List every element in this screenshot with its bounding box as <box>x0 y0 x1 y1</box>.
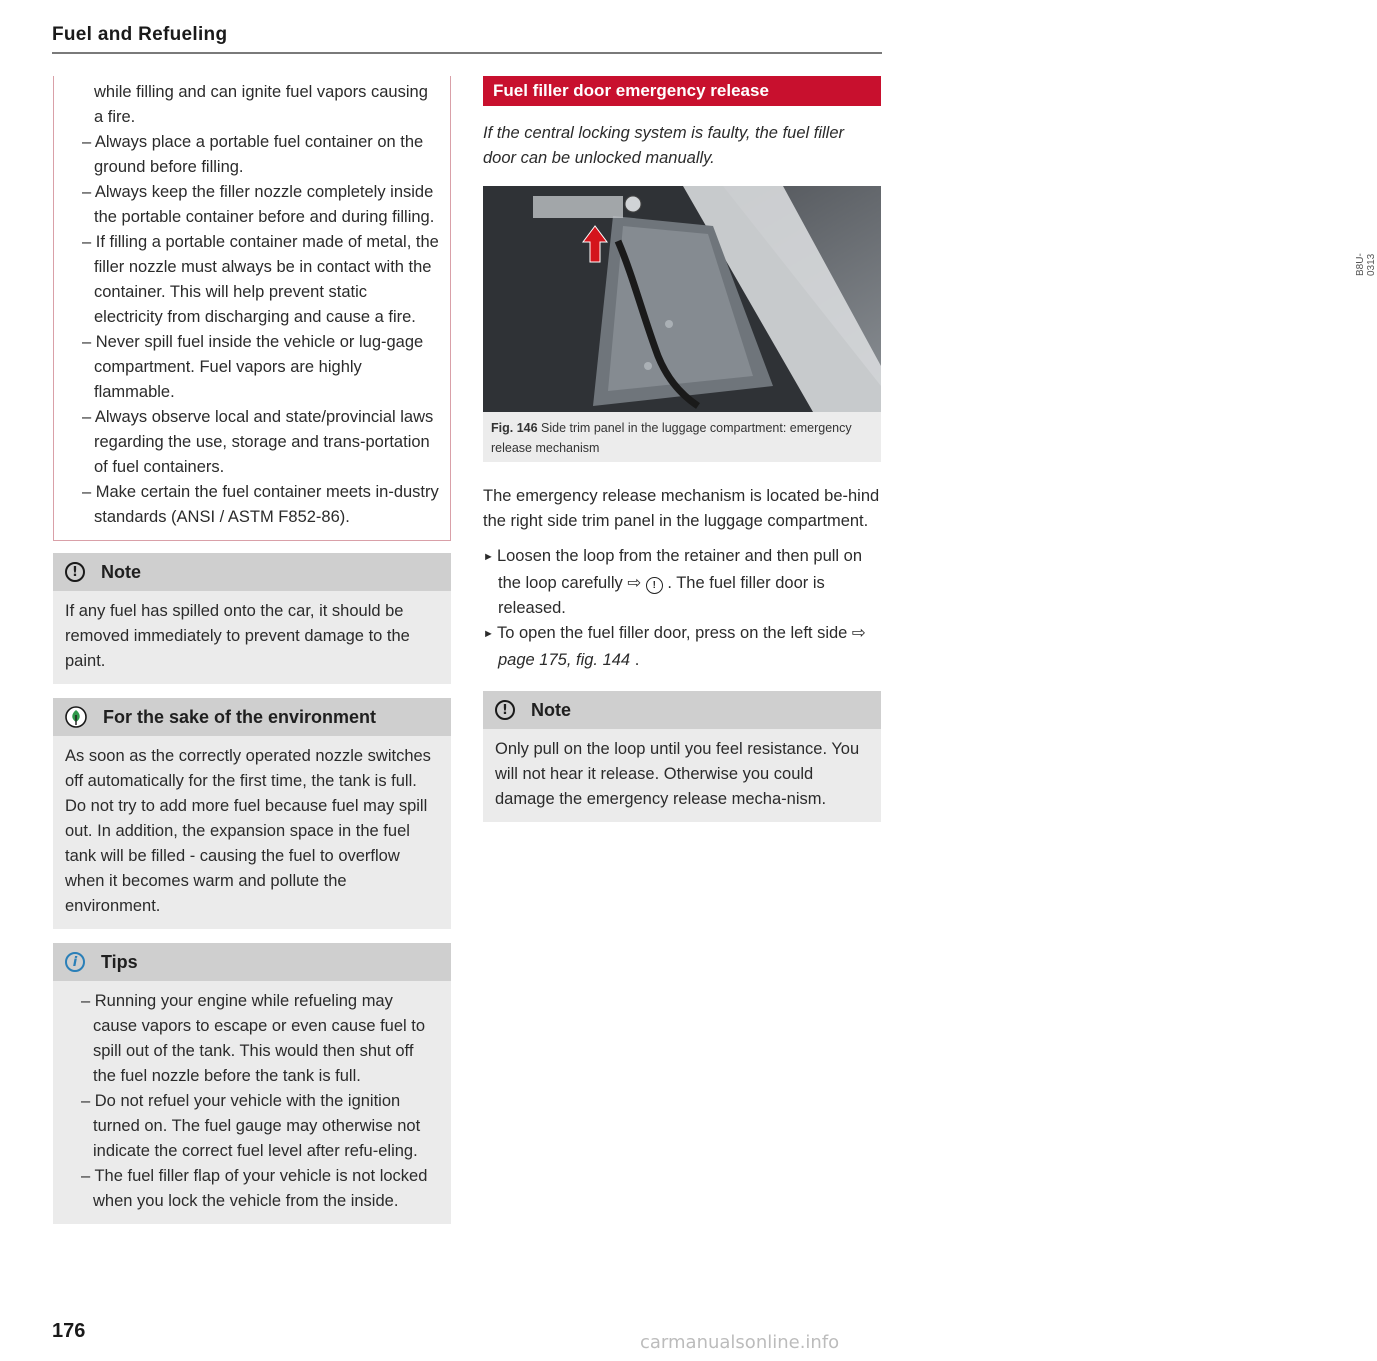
tips-title: Tips <box>101 951 138 972</box>
right-note-title: Note <box>531 699 571 720</box>
warning-item: – Always place a portable fuel container on the ground before filling. <box>66 130 440 180</box>
right-note-box <box>483 691 881 822</box>
right-note-body <box>483 729 881 822</box>
step-item <box>483 544 881 621</box>
caution-icon: ! <box>495 700 515 720</box>
step-item <box>483 621 881 673</box>
caution-ref-icon[interactable]: ! <box>646 577 663 594</box>
warning-item: – Make certain the fuel container meets in-dustry standards (ANSI / ASTM F852-86). <box>66 480 440 530</box>
step-text: . <box>634 651 640 669</box>
figure-caption <box>483 412 881 462</box>
environment-title: For the sake of the environment <box>103 706 377 727</box>
page-number: 176 <box>52 1320 86 1342</box>
note-body <box>53 591 451 684</box>
section-intro: If the central locking system is faulty, the fuel filler door can be unlocked manually. <box>483 124 845 167</box>
warning-item: – Always observe local and state/provincial laws regarding the use, storage and trans-portation of fuel containers. <box>66 405 440 480</box>
warning-list <box>66 130 440 530</box>
warning-continued-box <box>53 76 451 541</box>
note-text: If any fuel has spilled onto the car, it should be removed immediately to prevent damage to the paint. <box>65 602 410 670</box>
warning-item: – Never spill fuel inside the vehicle or lug-gage compartment. Fuel vapors are highly flammable. <box>66 330 440 405</box>
right-note-header <box>483 691 881 729</box>
step-text: . The fuel filler door is released. <box>498 574 825 617</box>
figure-code: B8U-0313 <box>1355 253 1377 276</box>
warning-item: – If filling a portable container made of metal, the filler nozzle must always be in contact with the container. This will help prevent static electricity from discharging and cause a fire. <box>66 230 440 330</box>
step-text: Loosen the loop from the retainer and then pull on the loop carefully ⇨ <box>496 547 863 592</box>
tips-header <box>53 943 451 981</box>
note-title: Note <box>101 561 141 582</box>
watermark: carmanualsonline.info <box>640 1332 840 1353</box>
steps-list <box>483 544 881 673</box>
environment-box <box>53 698 451 929</box>
tips-item: – The fuel filler flap of your vehicle is not locked when you lock the vehicle from the inside. <box>65 1164 439 1214</box>
page-reference-link[interactable]: page 175, fig. 144 <box>498 651 631 669</box>
figure-illustration <box>483 186 881 412</box>
tips-item: – Do not refuel your vehicle with the ignition turned on. The fuel gauge may otherwise not indicate the correct fuel level after refu-eling. <box>65 1089 439 1164</box>
step-text: To open the fuel filler door, press on the left side ⇨ <box>496 624 866 642</box>
info-icon: i <box>65 952 85 972</box>
figure-146 <box>483 186 1377 462</box>
environment-text: As soon as the correctly operated nozzle switches off automatically for the first time, the tank is full. Do not try to add more fuel because fuel may spill out. In addition, the expansion space in the fuel tank will be filled - causing the fuel to overflow when it becomes warm and pollute the environment. <box>65 747 431 915</box>
warning-first-line: while filling and can ignite fuel vapors causing a fire. <box>94 83 428 126</box>
tips-body <box>53 981 451 1224</box>
note-header <box>53 553 451 591</box>
left-column <box>53 76 451 1224</box>
right-note-text: Only pull on the loop until you feel resistance. You will not hear it release. Otherwise you could damage the emergency release mecha-nism. <box>495 740 860 808</box>
warning-item: – Always keep the filler nozzle completely inside the portable container before and during filling. <box>66 180 440 230</box>
page-header-title: Fuel and Refueling <box>52 24 228 45</box>
environment-leaf-icon <box>65 706 87 728</box>
environment-header <box>53 698 451 736</box>
right-column <box>483 76 1377 822</box>
header-divider <box>52 52 882 54</box>
tips-list <box>65 989 439 1214</box>
tips-item: – Running your engine while refueling may cause vapors to escape or even cause fuel to spill out of the tank. This would then shut off the fuel nozzle before the tank is full. <box>65 989 439 1089</box>
section-title: Fuel filler door emergency release <box>483 76 881 106</box>
figure-label: Fig. 146 <box>491 421 538 435</box>
figure-caption-text: Side trim panel in the luggage compartment: emergency release mechanism <box>491 421 852 455</box>
environment-body <box>53 736 451 929</box>
tips-box <box>53 943 451 1224</box>
body-text: The emergency release mechanism is located be-hind the right side trim panel in the luggage compartment. <box>483 487 880 530</box>
note-box <box>53 553 451 684</box>
caution-icon: ! <box>65 562 85 582</box>
